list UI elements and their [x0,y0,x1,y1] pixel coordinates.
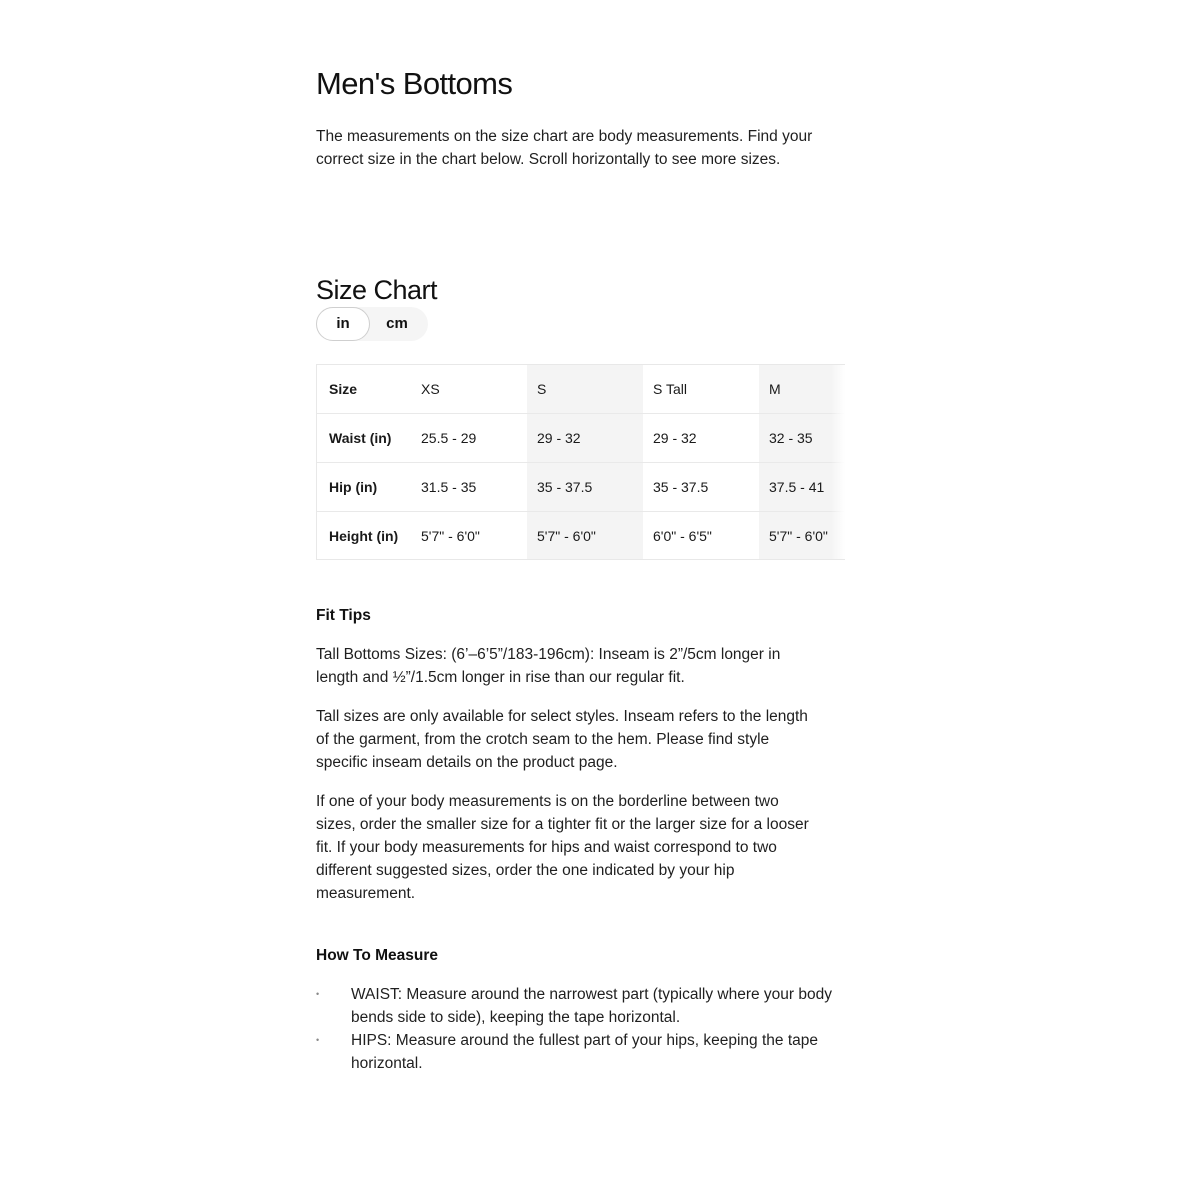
list-item-text: HIPS: Measure around the fullest part of your hips, keeping the tape horizontal. [351,1032,818,1072]
unit-option-in[interactable]: in [316,307,370,341]
fit-tip-paragraph: Tall sizes are only available for select styles. Inseam refers to the length of the garment, from the crotch seam to the hem. Please find style specific inseam details on the product page. [316,708,808,771]
table-header-row [317,365,845,414]
size-chart-title: Size Chart [316,275,438,305]
table-cell: 37.5 - 41 [759,463,845,512]
unit-toggle [316,307,428,341]
size-table-scroll-container[interactable] [316,364,845,560]
bullet-icon: • [316,1035,320,1045]
table-header-cell: S Tall [643,365,759,414]
table-row [317,463,845,512]
list-item-text: WAIST: Measure around the narrowest part (typically where your body bends side to side), keeping the tape horizontal. [351,986,832,1026]
list-item [316,1029,836,1075]
table-row [317,512,845,561]
table-cell: 25.5 - 29 [421,414,527,463]
table-cell: 32 - 35 [759,414,845,463]
table-cell: 5'7" - 6'0" [527,512,643,561]
page-title: Men's Bottoms [316,66,513,101]
table-row-label: Hip (in) [317,463,421,512]
table-cell: 6'0" - 6'5" [643,512,759,561]
how-to-measure-list [316,983,836,1075]
unit-option-cm[interactable]: cm [386,315,408,332]
table-cell: 5'7" - 6'0" [759,512,845,561]
table-row-label: Waist (in) [317,414,421,463]
bullet-icon: • [316,989,320,999]
table-cell: 31.5 - 35 [421,463,527,512]
table-cell: 29 - 32 [527,414,643,463]
fit-tip-paragraph: If one of your body measurements is on the borderline between two sizes, order the smaller size for a tighter fit or the larger size for a looser fit. If your body measurements for hips and waist correspond to two different suggested sizes, order the one indicated by your hip measurement. [316,793,809,902]
table-row-label: Height (in) [317,512,421,561]
table-cell: 35 - 37.5 [527,463,643,512]
table-header-cell: S [527,365,643,414]
table-cell: 5'7" - 6'0" [421,528,480,544]
table-cell: 35 - 37.5 [643,463,759,512]
how-to-measure-title: How To Measure [316,947,439,964]
table-header-cell: Size [317,365,421,414]
table-cell: 29 - 32 [643,414,759,463]
table-header-cell: M [759,365,845,414]
table-header-cell: XS [421,365,527,414]
table-row [317,414,845,463]
fit-tip-paragraph: Tall Bottoms Sizes: (6’–6’5”/183-196cm): Inseam is 2”/5cm longer in length and ½”/1.5cm longer in rise than our regular fit. [316,646,781,686]
fit-tips-title: Fit Tips [316,607,371,624]
size-table [317,365,845,560]
intro-text: The measurements on the size chart are body measurements. Find your correct size in the chart below. Scroll horizontally to see more sizes. [316,128,813,168]
list-item [316,983,836,1029]
